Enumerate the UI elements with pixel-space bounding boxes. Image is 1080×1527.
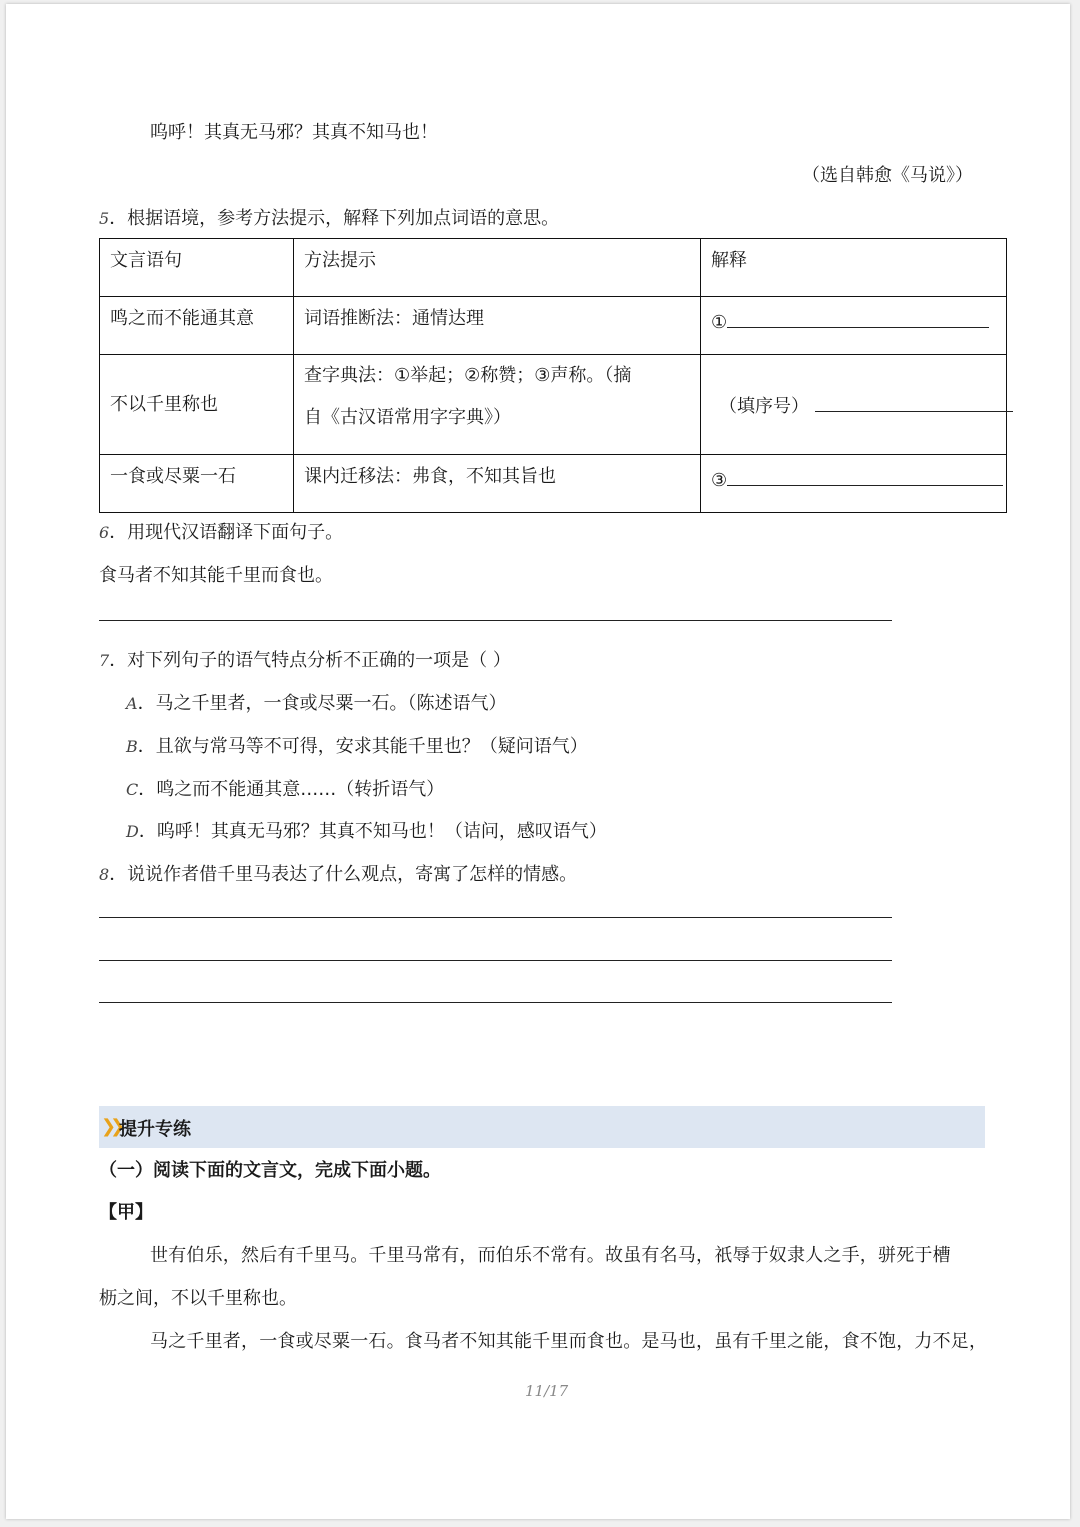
- q6-number: 6: [99, 523, 110, 542]
- row2-method-line1: 查字典法：①举起；②称赞；③声称。（摘: [304, 365, 632, 386]
- row2-answer-prefix: （填序号）: [719, 395, 809, 417]
- row2-answer-blank[interactable]: [815, 391, 1013, 412]
- section-banner-title: 提升专练: [119, 1119, 191, 1140]
- option-a-text: ．马之千里者，一食或尽粟一石。（陈述语气）: [137, 693, 507, 714]
- row1-answer-cell: [701, 297, 1007, 355]
- row1-answer-blank[interactable]: [727, 307, 989, 328]
- table-row: [100, 297, 1007, 355]
- q7-number: 7: [99, 651, 110, 670]
- q8-number: 8: [99, 865, 110, 884]
- q8-prompt: [99, 863, 577, 887]
- table-row: [100, 355, 1007, 455]
- q8-answer-line-1[interactable]: [99, 917, 892, 918]
- option-c-text: ．鸣之而不能通其意……（转折语气）: [138, 779, 445, 800]
- passage-source: （选自韩愈《马说》）: [802, 165, 973, 186]
- option-d-letter: D: [126, 822, 139, 841]
- header-sentence: 文言语句: [100, 239, 294, 297]
- para1-line1: 世有伯乐，然后有千里马。千里马常有，而伯乐不常有。故虽有名马，祇辱于奴隶人之手，骈死于槽: [150, 1245, 951, 1266]
- part-title: （一）阅读下面的文言文，完成下面小题。: [99, 1160, 441, 1181]
- double-chevron-icon: ❯❯: [101, 1116, 120, 1137]
- option-b-text: ．且欲与常马等不可得，安求其能千里也？（疑问语气）: [137, 736, 588, 757]
- jia-label: 【甲】: [99, 1202, 153, 1223]
- table-header-row: [100, 239, 1007, 297]
- header-explanation: 解释: [701, 239, 1007, 297]
- q7-text: ．对下列句子的语气特点分析不正确的一项是（ ）: [109, 650, 511, 671]
- option-b-letter: B: [126, 737, 138, 756]
- header-method: 方法提示: [294, 239, 701, 297]
- q6-prompt: [99, 521, 343, 545]
- q5-number: 5: [99, 209, 110, 228]
- q5-text: ．根据语境，参考方法提示，解释下列加点词语的意思。: [109, 208, 560, 229]
- q7-option-a[interactable]: [126, 692, 507, 716]
- q7-option-d[interactable]: [126, 820, 607, 844]
- option-a-letter: A: [126, 694, 138, 713]
- row2-method: [294, 355, 701, 455]
- q6-answer-line[interactable]: [99, 620, 892, 621]
- row1-method: 词语推断法：通情达理: [294, 297, 701, 355]
- q7-option-b[interactable]: [126, 735, 588, 759]
- row3-answer-prefix: ③: [711, 470, 728, 491]
- passage-end-line: 呜呼！其真无马邪？其真不知马也！: [150, 122, 438, 143]
- row1-sentence: 鸣之而不能通其意: [100, 297, 294, 355]
- q5-prompt: [99, 207, 559, 231]
- option-d-text: ．呜呼！其真无马邪？其真不知马也！（诘问，感叹语气）: [138, 821, 607, 842]
- section-banner: [99, 1106, 985, 1148]
- para1-line2: 枥之间，不以千里称也。: [99, 1288, 297, 1309]
- q6-text: ．用现代汉语翻译下面句子。: [109, 522, 344, 543]
- row3-method: 课内迁移法：弗食，不知其旨也: [294, 455, 701, 513]
- q5-table: [99, 238, 1007, 513]
- q8-answer-line-3[interactable]: [99, 1002, 892, 1003]
- document-page: [6, 4, 1070, 1519]
- row2-method-line2: 自《古汉语常用字字典》）: [304, 407, 511, 428]
- row3-answer-cell: [701, 455, 1007, 513]
- row3-sentence: 一食或尽粟一石: [100, 455, 294, 513]
- page-number: 11/17: [525, 1382, 569, 1400]
- row1-answer-prefix: ①: [711, 312, 728, 333]
- table-row: [100, 455, 1007, 513]
- option-c-letter: C: [126, 780, 139, 799]
- q8-answer-line-2[interactable]: [99, 960, 892, 961]
- para2-line1: 马之千里者，一食或尽粟一石。食马者不知其能千里而食也。是马也，虽有千里之能，食不饱，力不足，: [150, 1331, 988, 1352]
- row3-answer-blank[interactable]: [727, 465, 1003, 486]
- q7-prompt: [99, 649, 511, 673]
- row2-sentence: 不以千里称也: [100, 355, 294, 455]
- q8-text: ．说说作者借千里马表达了什么观点，寄寓了怎样的情感。: [109, 864, 578, 885]
- row2-answer-cell: [701, 355, 1007, 455]
- q6-sentence: 食马者不知其能千里而食也。: [99, 565, 333, 586]
- q7-option-c[interactable]: [126, 778, 444, 802]
